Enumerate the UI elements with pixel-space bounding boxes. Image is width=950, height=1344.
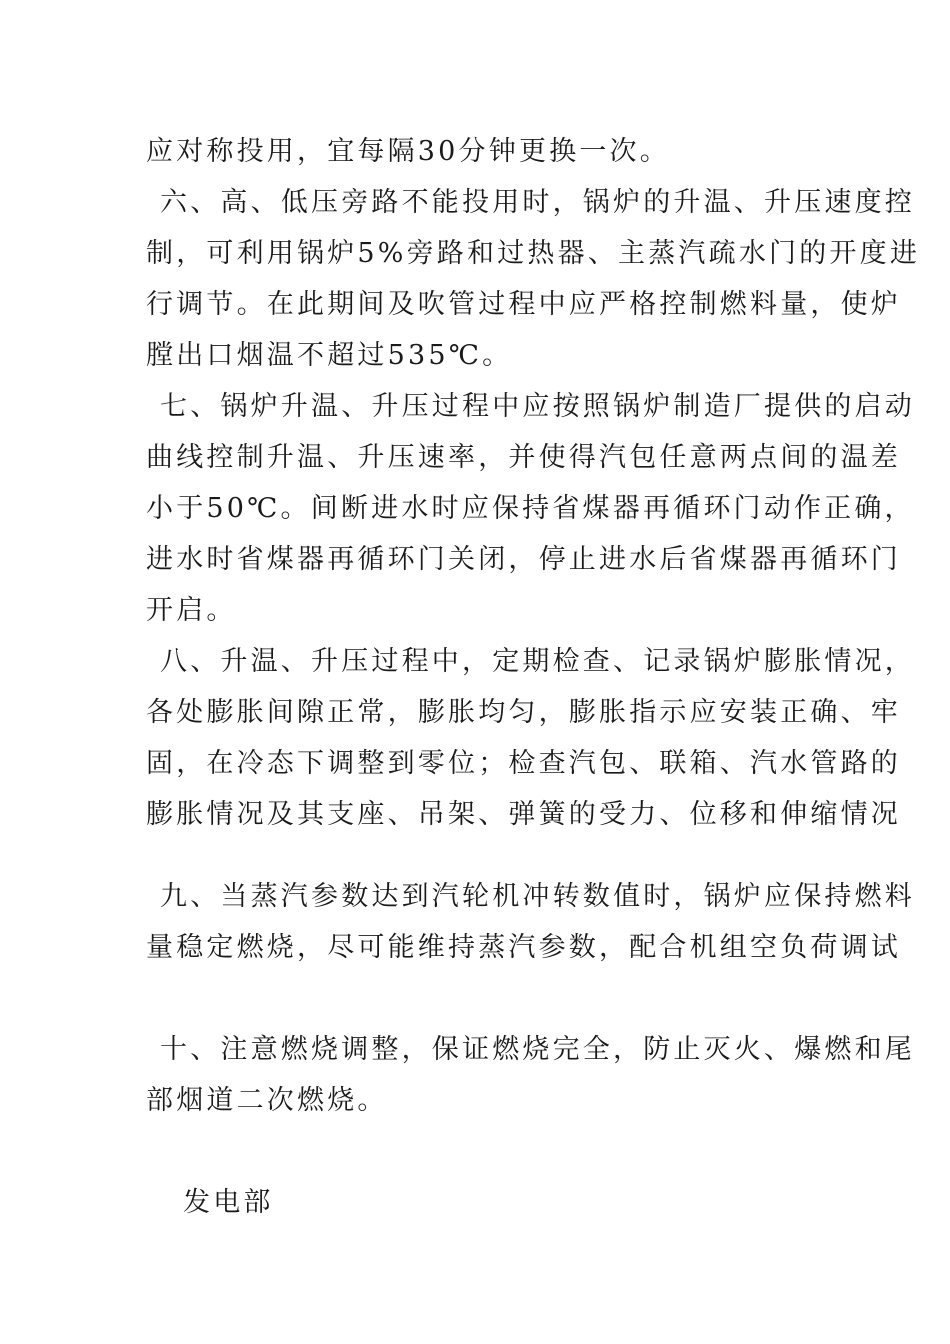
paragraph-line: 六、高、低压旁路不能投用时，锅炉的升温、升压速度控 (160, 187, 915, 218)
paragraph-line: 膨胀情况及其支座、吊架、弹簧的受力、位移和伸缩情况 (146, 799, 901, 830)
paragraph-line: 小于50℃。间断进水时应保持省煤器再循环门动作正确， (146, 493, 915, 524)
paragraph-line: 固，在冷态下调整到零位；检查汽包、联箱、汽水管路的 (146, 748, 901, 779)
paragraph-line: 曲线控制升温、升压速率，并使得汽包任意两点间的温差 (146, 442, 901, 473)
department-signature: 发电部 (183, 1187, 274, 1218)
paragraph-line: 进水时省煤器再循环门关闭，停止进水后省煤器再循环门 (146, 544, 901, 575)
paragraph-line: 十、注意燃烧调整，保证燃烧完全，防止灭火、爆燃和尾 (160, 1034, 915, 1065)
paragraph-line: 膛出口烟温不超过535℃。 (146, 340, 513, 371)
paragraph-line: 七、锅炉升温、升压过程中应按照锅炉制造厂提供的启动 (160, 391, 915, 422)
paragraph-line: 九、当蒸汽参数达到汽轮机冲转数值时，锅炉应保持燃料 (160, 881, 915, 912)
paragraph-line: 开启。 (146, 595, 237, 626)
paragraph-line: 八、升温、升压过程中，定期检查、记录锅炉膨胀情况， (160, 646, 915, 677)
paragraph-line: 各处膨胀间隙正常，膨胀均匀，膨胀指示应安装正确、牢 (146, 697, 901, 728)
paragraph-line: 量稳定燃烧，尽可能维持蒸汽参数，配合机组空负荷调试 (146, 932, 901, 963)
paragraph-line: 部烟道二次燃烧。 (146, 1085, 388, 1116)
paragraph-line: 制，可利用锅炉5%旁路和过热器、主蒸汽疏水门的开度进 (146, 238, 921, 269)
paragraph-line: 行调节。在此期间及吹管过程中应严格控制燃料量，使炉 (146, 289, 901, 320)
paragraph-line: 应对称投用，宜每隔30分钟更换一次。 (146, 136, 670, 167)
